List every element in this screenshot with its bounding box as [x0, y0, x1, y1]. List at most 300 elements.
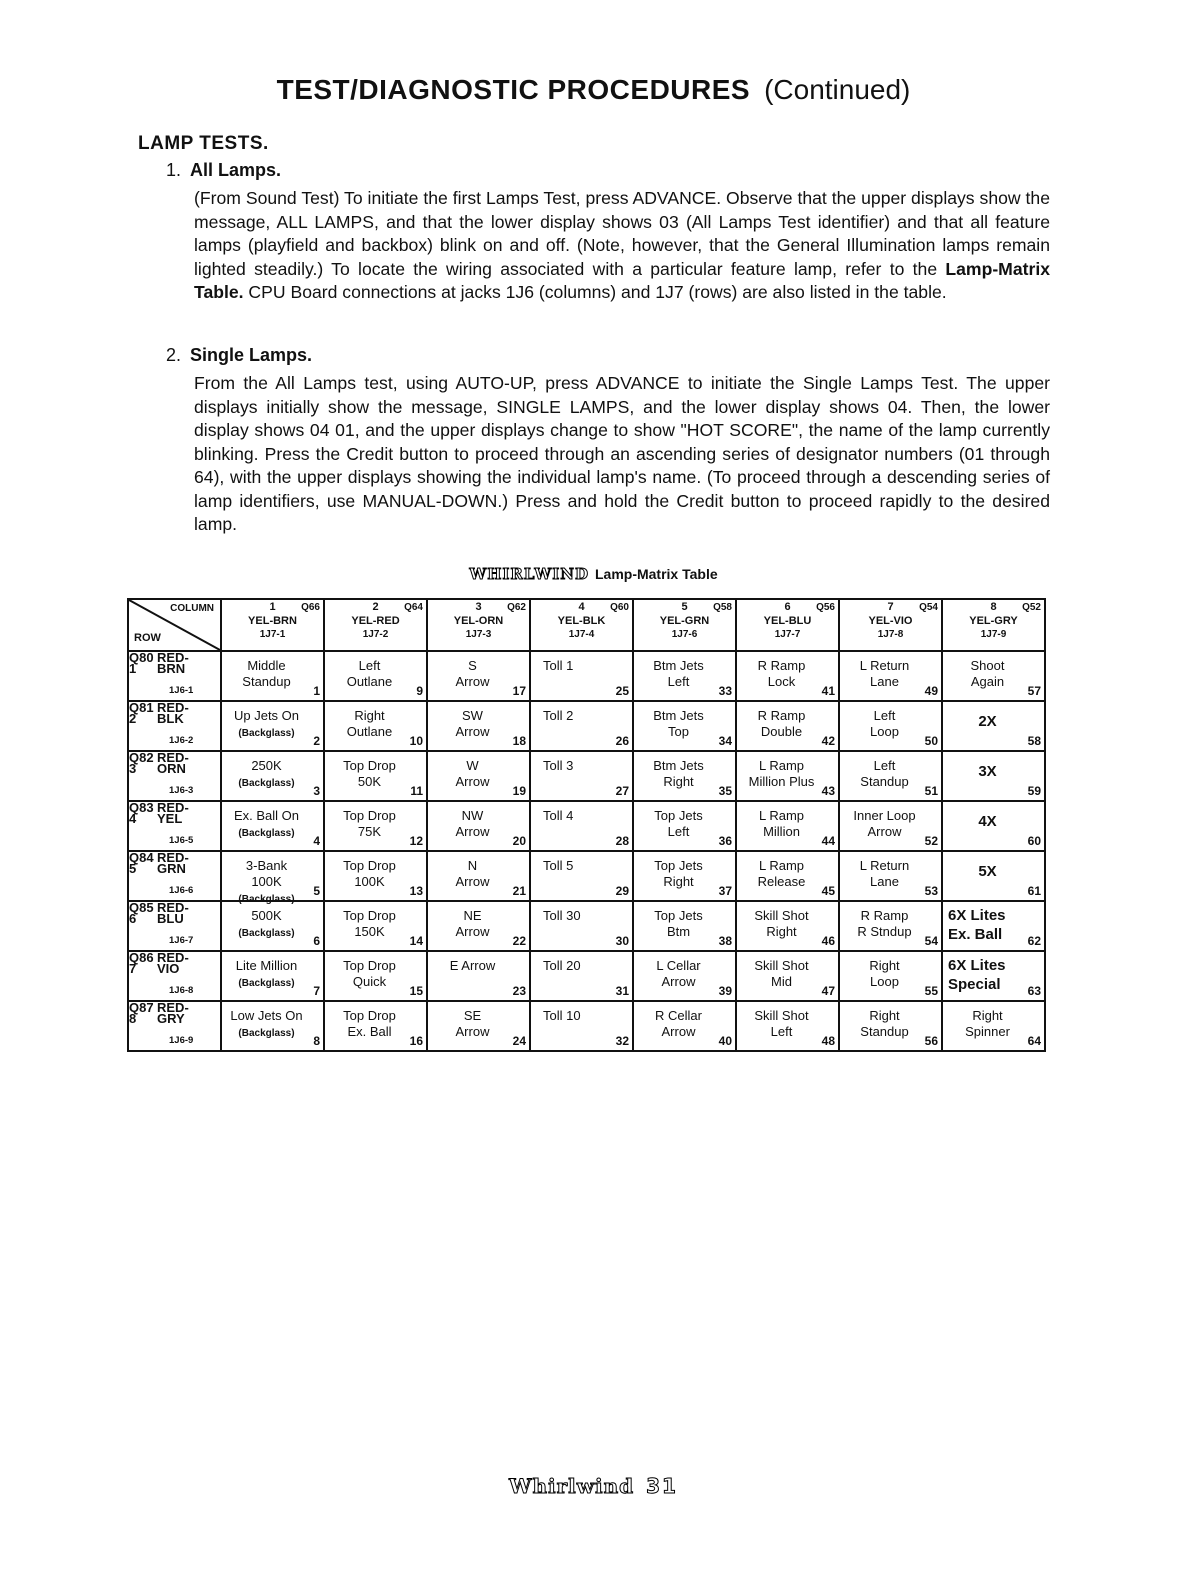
lamp-number: 62 [1027, 934, 1041, 948]
lamp-cell [427, 951, 530, 1001]
row-transistor: Q82 [129, 750, 154, 765]
lamp-number: 10 [409, 734, 423, 748]
lamp-number: 31 [615, 984, 629, 998]
row-number: 5 [129, 861, 137, 876]
lamp-cell [530, 801, 633, 851]
lamp-name-line-2: Release [757, 874, 806, 889]
lamp-number: 6 [313, 934, 320, 948]
row-header [128, 901, 221, 951]
lamp-name-line-1: Toll 20 [543, 958, 581, 973]
lamp-name-line-2: Top [668, 724, 689, 739]
column-number: 1 [269, 601, 276, 613]
title-main: TEST/DIAGNOSTIC PROCEDURES [276, 74, 751, 105]
lamp-name-line-2: Spinner [965, 1024, 1010, 1039]
lamp-name-line-2: Ex. Ball [948, 926, 1003, 943]
lamp-cell [530, 951, 633, 1001]
row-wire-color-2: BLU [157, 911, 184, 926]
column-number: 6 [784, 601, 791, 613]
lamp-name [948, 906, 1024, 944]
lamp-cell [942, 851, 1045, 901]
lamp-cell [221, 751, 324, 801]
lamp-name-line-2: Arrow [455, 724, 490, 739]
lamp-number: 13 [409, 884, 423, 898]
row-number: 3 [129, 761, 137, 776]
lamp-cell [530, 851, 633, 901]
lamp-name-line-1: Top Jets [654, 858, 703, 873]
lamp-name-line-2: Lane [870, 674, 899, 689]
lamp-name-line-2: Million Plus [748, 774, 815, 789]
lamp-number: 61 [1027, 884, 1041, 898]
lamp-number: 40 [718, 1034, 732, 1048]
lamp-name-line-2: Million [763, 824, 800, 839]
lamp-number: 24 [512, 1034, 526, 1048]
lamp-number: 29 [615, 884, 629, 898]
lamp-name [848, 958, 921, 990]
lamp-cell [736, 851, 839, 901]
lamp-name [745, 958, 818, 990]
lamp-cell [736, 751, 839, 801]
row-transistor: Q81 [129, 700, 154, 715]
lamp-name-line-1: Top Jets [654, 908, 703, 923]
lamp-name-line-1: Btm Jets [653, 758, 704, 773]
lamp-cell [221, 801, 324, 851]
lamp-name-line-2: Left [667, 674, 690, 689]
lamp-cell [633, 951, 736, 1001]
column-transistor: Q60 [610, 602, 629, 613]
row-number: 7 [129, 961, 137, 976]
lamp-name-line-2: 75K [357, 824, 382, 839]
lamp-name [230, 1008, 303, 1042]
lamp-number: 4 [313, 834, 320, 848]
lamp-number: 51 [924, 784, 938, 798]
lamp-name [436, 758, 509, 790]
lamp-cell [839, 1001, 942, 1051]
lamp-cell [839, 901, 942, 951]
lamp-cell [427, 701, 530, 751]
lamp-name [333, 808, 406, 840]
column-jack: 1J7-1 [259, 629, 286, 640]
lamp-name-line-1: Right [354, 708, 385, 723]
lamp-name-line-1: Ex. Ball On [233, 808, 300, 823]
lamp-name [436, 658, 509, 690]
lamp-name [333, 1008, 406, 1040]
lamp-number: 46 [821, 934, 835, 948]
lamp-name-line-2: Arrow [455, 874, 490, 889]
lamp-number: 32 [615, 1034, 629, 1048]
lamp-number: 35 [718, 784, 732, 798]
lamp-number: 42 [821, 734, 835, 748]
lamp-name [230, 958, 303, 992]
column-wire-color: YEL-BLK [557, 615, 606, 627]
row-number: 2 [129, 711, 137, 726]
lamp-name-line-2: Quick [352, 974, 387, 989]
lamp-name-line-2: Standup [860, 774, 909, 789]
row-number: 4 [129, 811, 137, 826]
row-transistor: Q87 [129, 1000, 154, 1015]
table-row [128, 801, 1045, 851]
lamp-name-line-1: L Return [859, 858, 910, 873]
lamp-cell [839, 851, 942, 901]
table-row [128, 901, 1045, 951]
lamp-cell [324, 701, 427, 751]
page-footer [0, 1474, 1187, 1499]
lamp-number: 57 [1027, 684, 1041, 698]
column-header [221, 599, 324, 651]
lamp-number: 3 [313, 784, 320, 798]
column-transistor: Q56 [816, 602, 835, 613]
lamp-name-line-2: Double [760, 724, 803, 739]
lamp-name-line-2: (Backglass) [238, 728, 295, 739]
column-jack: 1J7-3 [465, 629, 492, 640]
lamp-name [333, 908, 406, 940]
row-wire-color-1: RED- [157, 900, 189, 915]
row-transistor: Q84 [129, 850, 154, 865]
column-number: 2 [372, 601, 379, 613]
lamp-name-line-1: Toll 10 [543, 1008, 581, 1023]
lamp-cell [221, 901, 324, 951]
lamp-cell [839, 751, 942, 801]
lamp-cell [736, 651, 839, 701]
row-header [128, 751, 221, 801]
lamp-name-line-1: R Ramp [757, 658, 806, 673]
row-transistor: Q85 [129, 900, 154, 915]
lamp-name-line-1: R Ramp [757, 708, 806, 723]
lamp-number: 37 [718, 884, 732, 898]
lamp-name [642, 908, 715, 940]
lamp-name-line-1: N [467, 858, 478, 873]
column-jack: 1J7-4 [568, 629, 595, 640]
lamp-number: 8 [313, 1034, 320, 1048]
row-header [128, 851, 221, 901]
row-jack: 1J6-2 [169, 735, 194, 746]
lamp-name-line-2: Arrow [455, 1024, 490, 1039]
column-number: 4 [578, 601, 585, 613]
lamp-name [230, 758, 303, 792]
row-wire-color-2: BRN [157, 661, 186, 676]
lamp-cell [530, 901, 633, 951]
lamp-name [333, 858, 406, 890]
lamp-name [951, 714, 1024, 730]
lamp-cell [530, 751, 633, 801]
lamp-number: 9 [416, 684, 423, 698]
lamp-cell [942, 951, 1045, 1001]
all-lamps-text-end: CPU Board connections at jacks 1J6 (columns) and 1J7 (rows) are also listed in the table. [243, 282, 947, 302]
footer-brand: Whirlwind [509, 1474, 635, 1498]
lamp-cell [427, 651, 530, 701]
lamp-name [848, 808, 921, 840]
row-wire-color-2: ORN [157, 761, 186, 776]
lamp-name-line-1: L Cellar [656, 958, 701, 973]
column-header [736, 599, 839, 651]
lamp-name-line-2: Loop [870, 974, 899, 989]
lamp-name [230, 808, 303, 842]
lamp-name-line-1: Top Drop [343, 958, 396, 973]
lamp-name-line-1: 2X [978, 713, 997, 730]
column-wire-color: YEL-GRN [659, 615, 710, 627]
column-wire-color: YEL-GRY [969, 615, 1018, 627]
lamp-name [745, 708, 818, 740]
lamp-name [745, 758, 818, 790]
lamp-name-line-1: Btm Jets [653, 658, 704, 673]
lamp-cell [736, 801, 839, 851]
lamp-name-line-1: W [466, 758, 479, 773]
lamp-name-line-1: Left [873, 758, 896, 773]
lamp-name-line-1: Top Drop [343, 858, 396, 873]
lamp-name-line-1: Inner Loop [853, 808, 916, 823]
lamp-name-line-1: Shoot [970, 658, 1005, 673]
lamp-name [642, 708, 715, 740]
lamp-name-line-1: R Cellar [655, 1008, 702, 1023]
lamp-number: 15 [409, 984, 423, 998]
column-header [427, 599, 530, 651]
lamp-number: 25 [615, 684, 629, 698]
lamp-name [642, 658, 715, 690]
lamp-name [333, 708, 406, 740]
row-jack: 1J6-8 [169, 985, 194, 996]
lamp-number: 63 [1027, 984, 1041, 998]
lamp-cell [736, 701, 839, 751]
lamp-name-line-1: L Ramp [758, 808, 805, 823]
lamp-cell [324, 951, 427, 1001]
page-number: 31 [646, 1474, 678, 1498]
section-heading: LAMP TESTS. [138, 133, 269, 154]
lamp-number: 53 [924, 884, 938, 898]
row-wire-color-1: RED- [157, 800, 189, 815]
lamp-number: 12 [409, 834, 423, 848]
title-continued: (Continued) [764, 74, 911, 105]
table-caption [0, 565, 1187, 583]
row-transistor: Q86 [129, 950, 154, 965]
single-lamps-heading [166, 345, 312, 366]
column-wire-color: YEL-VIO [868, 615, 913, 627]
lamp-name-line-2: Arrow [455, 924, 490, 939]
lamp-name-line-1: Up Jets On [233, 708, 300, 723]
lamp-name-line-2: Ex. Ball [347, 1024, 392, 1039]
lamp-name [543, 708, 612, 724]
lamp-name [951, 1008, 1024, 1040]
lamp-name-line-2: (Backglass) [238, 928, 295, 939]
lamp-name [642, 858, 715, 890]
column-transistor: Q54 [919, 602, 938, 613]
row-wire-color-1: RED- [157, 700, 189, 715]
lamp-number: 49 [924, 684, 938, 698]
lamp-name-line-2: R Stndup [857, 924, 912, 939]
lamp-name-line-2: (Backglass) [238, 828, 295, 839]
lamp-cell [942, 651, 1045, 701]
table-row [128, 851, 1045, 901]
lamp-number: 17 [512, 684, 526, 698]
lamp-name-line-2: (Backglass) [238, 1028, 295, 1039]
lamp-cell [221, 1001, 324, 1051]
lamp-name-line-1: Toll 4 [543, 808, 574, 823]
lamp-name-line-1: Top Drop [343, 808, 396, 823]
lamp-cell [324, 651, 427, 701]
all-lamps-paragraph [194, 187, 1050, 305]
lamp-name [436, 808, 509, 840]
lamp-cell [427, 751, 530, 801]
lamp-name [543, 908, 612, 924]
lamp-number: 21 [512, 884, 526, 898]
row-jack: 1J6-9 [169, 1035, 194, 1046]
column-header-row [128, 599, 1045, 651]
lamp-cell [530, 651, 633, 701]
lamp-number: 30 [615, 934, 629, 948]
lamp-name [848, 758, 921, 790]
lamp-name-line-1: Toll 2 [543, 708, 574, 723]
lamp-number: 19 [512, 784, 526, 798]
table-row [128, 951, 1045, 1001]
corner-row-label: ROW [134, 632, 161, 644]
table-row [128, 701, 1045, 751]
lamp-cell [633, 851, 736, 901]
lamp-cell [839, 801, 942, 851]
lamp-name [745, 658, 818, 690]
lamp-cell [633, 1001, 736, 1051]
lamp-number: 2 [313, 734, 320, 748]
lamp-name [333, 958, 406, 990]
lamp-number: 39 [718, 984, 732, 998]
lamp-name [230, 658, 303, 690]
row-wire-color-1: RED- [157, 1000, 189, 1015]
lamp-cell [633, 801, 736, 851]
lamp-name-line-1: NW [461, 808, 484, 823]
lamp-name-line-1: 500K [251, 908, 282, 923]
column-transistor: Q62 [507, 602, 526, 613]
lamp-name-line-1: Right [869, 958, 900, 973]
corner-header [128, 599, 221, 651]
lamp-name-line-2: Left [667, 824, 690, 839]
row-jack: 1J6-7 [169, 935, 194, 946]
lamp-name-line-1: Top Drop [343, 908, 396, 923]
lamp-name-line-1: 3-Bank 100K [245, 858, 288, 889]
lamp-name-line-2: Arrow [661, 1024, 696, 1039]
lamp-name [436, 858, 509, 890]
lamp-name [848, 658, 921, 690]
single-lamps-paragraph: From the All Lamps test, using AUTO-UP, press ADVANCE to initiate the Single Lamps Test. The upper displays initially show the message, SINGLE LAMPS, and the lower display shows 04. Then, the lower display shows 04 01, and the upper displays change to show "HOT SCORE", the name of the lamp currently blinking. Press the Credit button to proceed through an ascending series of designator numbers (01 through 64), with the upper displays showing the individual lamp's name. (To proceed through a descending series of lamp identifiers, use MANUAL-DOWN.) Press and hold the Credit button to proceed rapidly to the desired lamp. [194, 373, 1050, 534]
lamp-name-line-2: 150K [354, 924, 385, 939]
lamp-cell [633, 901, 736, 951]
lamp-cell [942, 901, 1045, 951]
lamp-name [230, 708, 303, 742]
lamp-matrix-body [128, 651, 1045, 1051]
lamp-name [642, 758, 715, 790]
lamp-name [848, 1008, 921, 1040]
lamp-name-line-1: Skill Shot [754, 908, 809, 923]
lamp-name-line-1: Top Jets [654, 808, 703, 823]
lamp-name-line-2: Right [663, 774, 694, 789]
lamp-name-line-2: Right [766, 924, 797, 939]
lamp-name-line-1: SW [462, 708, 483, 723]
lamp-number: 14 [409, 934, 423, 948]
lamp-name-line-1: Skill Shot [754, 1008, 809, 1023]
column-header [633, 599, 736, 651]
lamp-name-line-1: L Ramp [758, 758, 805, 773]
column-number: 8 [990, 601, 997, 613]
row-wire-color-2: GRY [157, 1011, 185, 1026]
lamp-name [543, 758, 612, 774]
row-header [128, 951, 221, 1001]
row-number: 6 [129, 911, 137, 926]
lamp-name-line-1: Toll 3 [543, 758, 574, 773]
column-transistor: Q64 [404, 602, 423, 613]
lamp-cell [736, 901, 839, 951]
lamp-number: 44 [821, 834, 835, 848]
lamp-cell [324, 851, 427, 901]
column-wire-color: YEL-BRN [248, 615, 297, 627]
lamp-cell [324, 1001, 427, 1051]
lamp-name-line-1: 4X [978, 813, 997, 830]
lamp-name-line-2: Btm [666, 924, 691, 939]
row-header [128, 701, 221, 751]
lamp-number: 38 [718, 934, 732, 948]
lamp-number: 28 [615, 834, 629, 848]
lamp-number: 59 [1027, 784, 1041, 798]
row-wire-color-1: RED- [157, 950, 189, 965]
lamp-name-line-1: 6X Lites [948, 907, 1006, 924]
lamp-name-line-2: Loop [870, 724, 899, 739]
lamp-number: 1 [313, 684, 320, 698]
lamp-number: 58 [1027, 734, 1041, 748]
column-wire-color: YEL-RED [351, 615, 400, 627]
all-lamps-text: (From Sound Test) To initiate the first Lamps Test, press ADVANCE. Observe that the upper displays show the message, ALL LAMPS, and that the lower display shows 03 (All Lamps Test identifier) and that all feature lamps (playfield and backbox) blink on and off. (Note, however, that the General Illumination lamps remain lighted steadily.) To locate the wiring associated with a particular feature lamp, refer to the [194, 188, 1050, 279]
lamp-number: 18 [512, 734, 526, 748]
all-lamps-title: All Lamps. [190, 160, 282, 180]
lamp-name [848, 858, 921, 890]
lamp-name-line-2: (Backglass) [238, 978, 295, 989]
lamp-number: 54 [924, 934, 938, 948]
lamp-name [543, 1008, 612, 1024]
row-wire-color-1: RED- [157, 750, 189, 765]
lamp-name-line-2: Outlane [346, 724, 393, 739]
lamp-name-line-1: Lite Million [235, 958, 298, 973]
column-jack: 1J7-8 [877, 629, 904, 640]
lamp-name-line-1: E Arrow [449, 958, 496, 973]
lamp-name [745, 1008, 818, 1040]
lamp-number: 45 [821, 884, 835, 898]
lamp-matrix-reference: Lamp-Matrix Table. [194, 258, 1050, 302]
column-wire-color: YEL-ORN [453, 615, 504, 627]
table-row [128, 751, 1045, 801]
lamp-number: 26 [615, 734, 629, 748]
column-jack: 1J7-6 [671, 629, 698, 640]
lamp-cell [633, 701, 736, 751]
row-transistor: Q83 [129, 800, 154, 815]
lamp-name [230, 908, 303, 942]
lamp-name [436, 958, 509, 974]
lamp-name-line-1: 6X Lites [948, 957, 1006, 974]
lamp-number: 48 [821, 1034, 835, 1048]
row-wire-color-1: RED- [157, 650, 189, 665]
lamp-cell [839, 651, 942, 701]
lamp-cell [942, 751, 1045, 801]
lamp-number: 23 [512, 984, 526, 998]
column-jack: 1J7-9 [980, 629, 1007, 640]
lamp-cell [221, 951, 324, 1001]
lamp-number: 36 [718, 834, 732, 848]
lamp-name [333, 658, 406, 690]
all-lamps-number: 1. [166, 160, 182, 180]
lamp-name-line-2: Left [770, 1024, 793, 1039]
lamp-name [745, 858, 818, 890]
column-number: 5 [681, 601, 688, 613]
row-number: 8 [129, 1011, 137, 1026]
lamp-cell [942, 701, 1045, 751]
lamp-name-line-1: NE [463, 908, 482, 923]
lamp-number: 52 [924, 834, 938, 848]
lamp-name-line-2: 50K [357, 774, 382, 789]
row-wire-color-1: RED- [157, 850, 189, 865]
lamp-name-line-1: 250K [251, 758, 282, 773]
